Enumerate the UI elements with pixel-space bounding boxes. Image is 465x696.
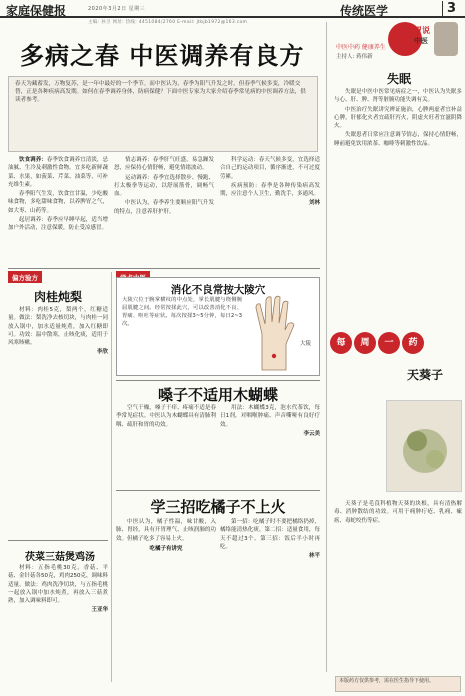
column-divider: [111, 272, 112, 682]
soup-author: 王亚华: [91, 607, 108, 614]
acupoint-title: 消化不良常按大陵穴: [170, 284, 266, 296]
remedy-title: 肉桂炖梨: [33, 290, 82, 304]
exercise-paragraph: 科学运动：春天气候多变，宜选择适合自己的运动项目，循序渐进，不可过度劳累。: [220, 157, 320, 180]
section-divider: [8, 268, 320, 269]
insomnia-paragraph: 中医治疗失眠讲究辨证施治，心脾两虚者宜补益心脾，肝郁化火者宜疏肝泻火，阴虚火旺者宜滋阴降火。: [334, 106, 462, 130]
soup-article: [8, 564, 108, 682]
throat-paragraph: 空气干燥，嗓子干痒、疼痛不适是春季常见症状。中医认为木蝴蝶具有清肺利咽、疏肝和胃的功效。: [116, 405, 216, 428]
banner-char: 一: [378, 332, 400, 354]
exercise-paragraph: 疾病预防：春季是各种传染病高发期，应注意个人卫生，勤洗手，多通风。: [220, 182, 320, 198]
throat-article-col1: [116, 404, 216, 486]
banner-char: 药: [402, 332, 424, 354]
lead-paragraph: 春天为藏蓄发，万物复苏，是一年中最好的一个季节。而中医认为，春季为阳气升发之时，但春季气候多变，冷暖交替，正是各种疾病高发期。如何在春季调养身体，防病保健？下面中医专家为大家介绍春季常见病的中医调养方法，供读者参考。: [8, 76, 318, 152]
orange-subtitle: 吃橘子有讲究: [149, 545, 183, 552]
exercise-article: [220, 156, 320, 270]
orange-article-col1: [116, 518, 216, 678]
emotion-paragraph: 情志调养：春季肝气旺盛，易急躁发怒，应保持心情舒畅，避免情绪波动。: [114, 157, 214, 172]
column-logo: [388, 22, 460, 58]
diet-article: [8, 156, 108, 264]
emotion-paragraph: 中医认为，春季养生要顺应阳气升发的特点，注意养肝护肝。: [114, 200, 214, 215]
insomnia-article: [334, 88, 462, 324]
tag-folk-remedy: 偏方验方: [8, 271, 42, 283]
insomnia-paragraph: 失眠是中医中医常见病症之一，中医认为失眠多与心、肝、脾、肾等脏腑功能失调有关。: [334, 89, 462, 104]
section-divider: [8, 540, 108, 541]
paper-title: 家庭保健报: [6, 4, 67, 18]
orange-paragraph: 中医认为，橘子性温，味甘酸，入肺、胃经，具有开胃理气、止咳润肺的功效。但橘子吃多了容易上火。: [116, 519, 216, 542]
page-number: 3: [442, 1, 460, 16]
diet-paragraph: 起居调养：春季应早睡早起，适当增加户外活动，注意保暖，防止受凉感冒。: [8, 217, 108, 232]
section-divider: [116, 490, 320, 491]
herb-illustration-icon: [387, 401, 463, 493]
hand-acupoint-icon: [248, 294, 298, 372]
herb-paragraph: 天葵子是毛茛科植物天葵的块根，具有清热解毒、消肿散结的功效。可用于痈肿疔疮、乳痈、瘰疬、毒蛇咬伤等症。: [334, 501, 462, 524]
throat-author: 李云美: [303, 430, 320, 437]
banner-char: 每: [330, 332, 352, 354]
throat-paragraph: 用法：木蝴蝶3克，泡水代茶饮，每日1剂，对咽喉肿痛、声音嘶哑有良好疗效。: [220, 405, 320, 428]
weekly-herb-banner: [330, 330, 462, 360]
column-tagline: 中医中药 健康养生: [336, 44, 386, 51]
section-title: 传统医学: [340, 4, 389, 18]
issue-date: 2020年3月2日 星期三: [88, 6, 146, 12]
banner-char: 周: [354, 332, 376, 354]
column-divider: [326, 22, 327, 672]
acupoint-label: 大陵: [300, 341, 312, 347]
insomnia-title: 失眠: [386, 72, 411, 86]
emotion-paragraph: 运动调养：春季宜选择散步、慢跑、打太极拳等运动，以舒展筋骨，调畅气血。: [114, 174, 214, 198]
emotion-article: [114, 156, 214, 264]
herb-photo: [386, 400, 462, 492]
diet-paragraph: [8, 156, 108, 189]
orange-title: 学三招吃橘子不上火: [150, 498, 286, 516]
herb-title: 天葵子: [406, 368, 443, 382]
remedy-article: [8, 306, 108, 478]
soup-paragraph: 材料：五指毛桃30克，香菇、平菇、金针菇各50克，鸡肉250克，调味料适量。做法：鸡肉洗净切块，与五指毛桃一起放入锅中加水炖煮，再放入三菇煮熟，加入调味料即可。: [8, 565, 108, 605]
orange-author: 林平: [308, 553, 320, 560]
headline: 多病之春 中医调养有良方: [20, 41, 305, 70]
column-host: 主持人: 蒋伟新: [336, 54, 373, 60]
section-divider: [116, 380, 320, 381]
herb-article: [334, 500, 462, 670]
throat-article-col2: [220, 404, 320, 486]
diet-text: 春季饮食调养宜清淡，忌油腻、生冷及刺激性食物。宜多吃新鲜蔬菜、水果，如菠菜、芹菜、油菜等，可补充维生素。: [8, 157, 108, 188]
disclaimer-note: 本版药方仅供参考，需在医生指导下使用。: [335, 676, 461, 692]
remedy-author: 李欣: [96, 349, 108, 356]
host-portrait: [434, 22, 458, 56]
throat-title: 嗓子不适用木蝴蝶: [157, 386, 278, 404]
page-header: [0, 0, 465, 18]
logo-text-1: 胃说: [414, 26, 430, 35]
diet-paragraph: 春季阳气生发，饮食宜甘温，少吃酸味食物，多吃甜味食物，以养脾胃之气，如大枣、山药等。: [8, 191, 108, 214]
insomnia-paragraph: 失眠患者日常应注意调节情志，保持心情舒畅，睡前避免饮用浓茶、咖啡等刺激性饮品。: [334, 132, 462, 147]
acupoint-text: 大陵穴位于腕掌横纹的中点处，掌长肌腱与桡侧腕屈肌腱之间。经常按揉此穴，可以改善消化不良、胃痛、呕吐等症状。每次按揉3~5分钟，每日2~3次。: [122, 297, 242, 327]
exercise-author: 刘林: [308, 200, 320, 207]
contact-line: 主编: 孙卫 网址: 热线: 4451084/2760 E-mail: jtbjb1972@163.com: [88, 20, 248, 25]
remedy-paragraph: 材料：肉桂5克，梨两个，红糖适量。做法：梨洗净去核切块，与肉桂一同放入锅中，加水适量炖煮，加入红糖即可。功效：温中散寒，止咳化痰，适用于风寒咳嗽。: [8, 307, 108, 347]
diet-heading: 饮食调养：: [19, 157, 47, 163]
orange-paragraph: 第一招：吃橘子时不要把橘络扔掉，橘络能清热化痰。第二招：适量食用，每天不超过3个。第三招：饭后半小时再吃。: [220, 519, 320, 550]
soup-title: 茯菜三菇煲鸡汤: [25, 552, 95, 563]
logo-text-2: 中医: [414, 37, 428, 45]
orange-article-col2: [220, 518, 320, 678]
